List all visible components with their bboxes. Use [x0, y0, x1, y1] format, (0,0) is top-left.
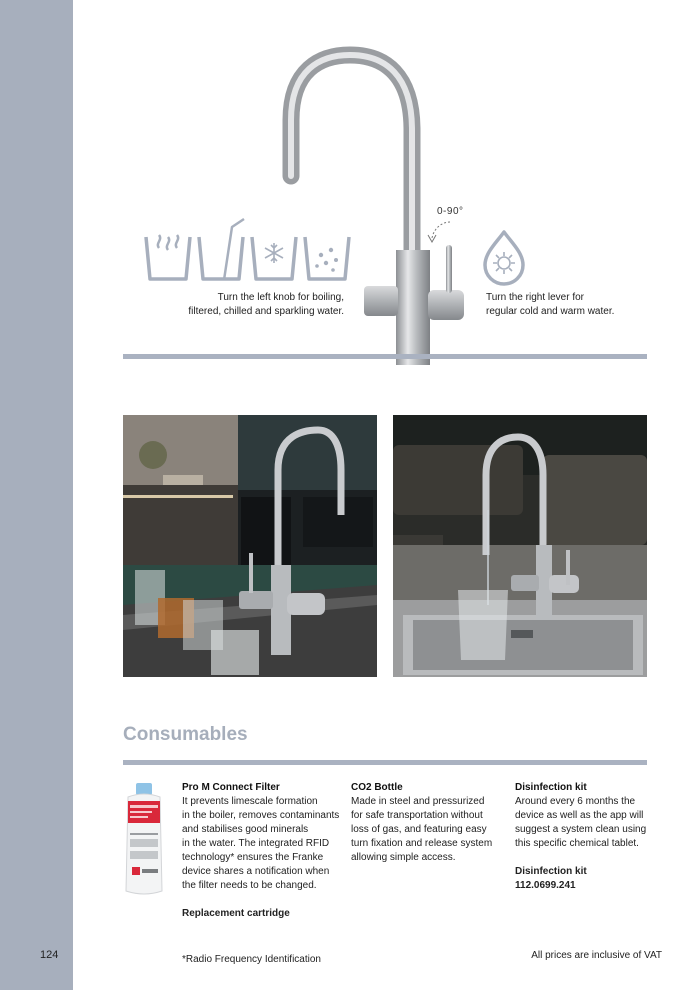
sparkling-water-glass-icon [305, 237, 349, 279]
left-knob [364, 286, 398, 316]
left-knob-caption: Turn the left knob for boiling, filtered, chilled and sparkling water. [188, 292, 344, 317]
page-number: 124 [40, 949, 59, 961]
right-knob [428, 290, 464, 320]
filter-product-name: Pro M Connect Filter [182, 782, 280, 793]
vat-note: All prices are inclusive of VAT [531, 950, 662, 961]
snowflake-icon [265, 243, 283, 263]
living-room-sink-photo [393, 415, 647, 677]
consumables-title: Consumables [123, 724, 248, 745]
warm-cold-drop-icon [485, 232, 523, 284]
disinfection-product-name: Disinfection kit [515, 782, 587, 793]
filter-product-column: Pro M Connect Filter It prevents limescale formation in the boiler, removes contaminants and stabilises good minerals in the water. The integrated RFID technology* ensures the Franke device shares a notification when the filter needs to be changed. Replacement cartridge [182, 782, 340, 919]
kitchen-photo-glasses [123, 415, 377, 677]
co2-product-column: CO2 Bottle Made in steel and pressurized for safe transportation without loss of gas, and featuring easy turn fixation and release system allowing simple access. [351, 782, 493, 863]
right-lever [446, 245, 452, 293]
tap-body [396, 250, 430, 365]
hero-divider [123, 354, 647, 359]
consumables-divider [123, 760, 647, 765]
filtered-water-glass-icon [199, 237, 243, 279]
filter-cartridge-image [122, 783, 166, 897]
disinfection-item-code: 112.0699.241 [515, 880, 576, 891]
bubbles-icon [315, 248, 338, 272]
right-lever-caption: Turn the right lever for regular cold and warm water. [486, 292, 615, 317]
tap-illustration [0, 0, 700, 380]
co2-product-name: CO2 Bottle [351, 782, 403, 793]
replacement-cartridge-label: Replacement cartridge [182, 908, 290, 919]
disinfection-product-column: Disinfection kit Around every 6 months the device as well as the app will suggest a system clean using this specific chemical tablet. Disinfection kit 112.0699.241 [515, 782, 647, 891]
rotation-angle-label: 0-90° [437, 206, 464, 217]
rfid-footnote: *Radio Frequency Identification [182, 954, 321, 965]
disinfection-item-name: Disinfection kit [515, 866, 587, 877]
rotation-arrow-icon [432, 222, 450, 238]
